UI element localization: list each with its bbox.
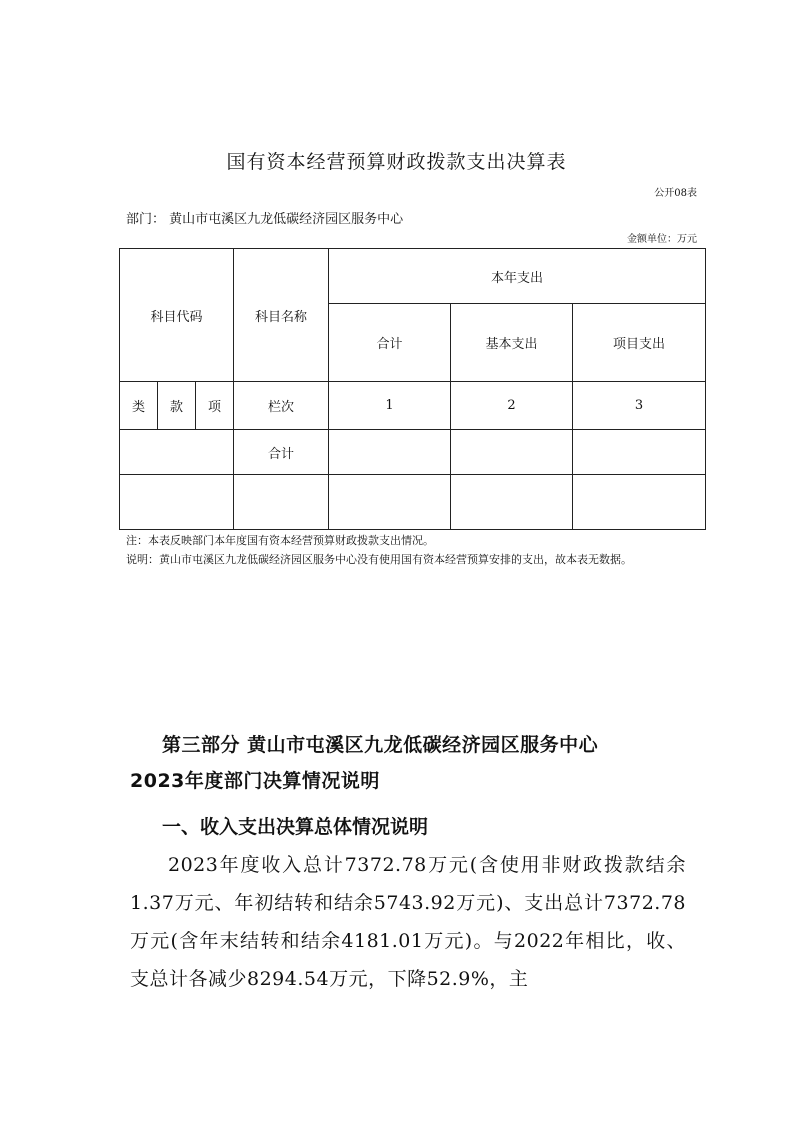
- sum-row-label: 合计: [234, 430, 329, 475]
- header-current-year: 本年支出: [329, 249, 706, 304]
- section-heading: 一、收入支出决算总体情况说明: [162, 816, 429, 838]
- table-cell: [451, 475, 573, 530]
- header-kuan: 款: [158, 382, 196, 430]
- amount-unit: 金额单位：万元: [627, 234, 697, 245]
- header-lei: 类: [120, 382, 158, 430]
- header-total: 合计: [329, 304, 451, 382]
- table-title: 国有资本经营预算财政拨款支出决算表: [226, 151, 567, 173]
- table-cell: [329, 475, 451, 530]
- column-number-1: 1: [329, 382, 451, 430]
- header-xiang: 项: [196, 382, 234, 430]
- table-row: [120, 430, 706, 475]
- part-heading-subtitle: 2023年度部门决算情况说明: [130, 770, 380, 792]
- table-cell: [329, 430, 451, 475]
- table-cell: [573, 430, 706, 475]
- header-subject-name: 科目名称: [234, 249, 329, 382]
- column-number-3: 3: [573, 382, 706, 430]
- department-label: 部门： 黄山市屯溪区九龙低碳经济园区服务中心: [126, 212, 404, 227]
- table-cell: [234, 475, 329, 530]
- table-cell: [120, 430, 234, 475]
- table-row: [120, 475, 706, 530]
- expenditure-table: [119, 248, 706, 530]
- part-heading: 第三部分 黄山市屯溪区九龙低碳经济园区服务中心: [162, 734, 599, 756]
- table-cell: [120, 475, 234, 530]
- header-project: 项目支出: [573, 304, 706, 382]
- table-cell: [451, 430, 573, 475]
- form-number: 公开08表: [654, 188, 697, 199]
- body-paragraph: 2023年度收入总计7372.78万元(含使用非财政拨款结余1.37万元、年初结转和结余5743.92万元)、支出总计7372.78万元(含年末结转和结余4181.01万元)。与2022年相比，收、支总计各减少8294.54万元，下降52.9%，主: [130, 854, 686, 990]
- column-number-2: 2: [451, 382, 573, 430]
- table-note: 注：本表反映部门本年度国有资本经营预算财政拨款支出情况。: [126, 534, 434, 547]
- header-column-no: 栏次: [234, 382, 329, 430]
- header-subject-code: 科目代码: [120, 249, 234, 382]
- table-cell: [573, 475, 706, 530]
- header-basic: 基本支出: [451, 304, 573, 382]
- table-explanation: 说明：黄山市屯溪区九龙低碳经济园区服务中心没有使用国有资本经营预算安排的支出，故本表无数据。: [126, 553, 632, 566]
